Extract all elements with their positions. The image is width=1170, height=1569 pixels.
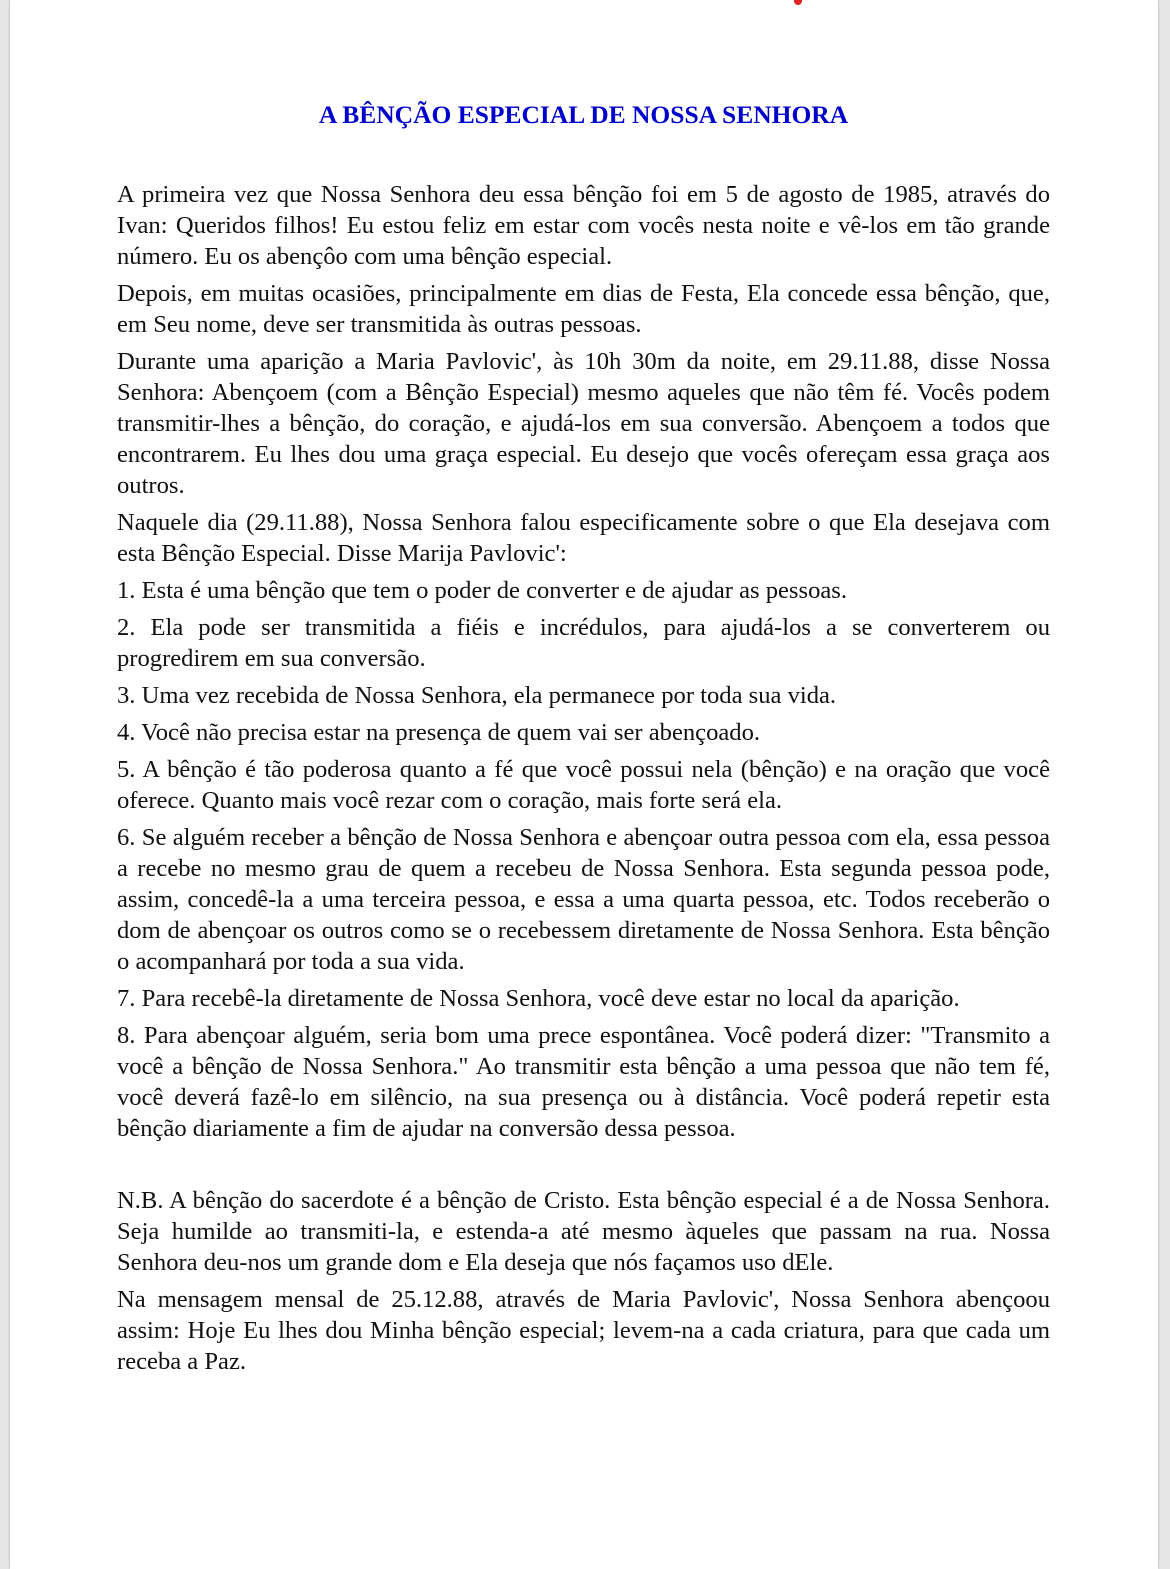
list-item-8: 8. Para abençoar alguém, seria bom uma prece espontânea. Você poderá dizer: "Transmito a você a bênção de Nossa Senhora." Ao transmitir esta bênção a uma pessoa que não tem fé, você deverá fazê-lo em silêncio, na sua presença ou à distância. Você poderá repetir esta bênção diariamente a fim de ajudar na conversão dessa pessoa. bbox=[117, 1022, 1050, 1142]
list-item-4: 4. Você não precisa estar na presença de quem vai ser abençoado. bbox=[117, 719, 761, 746]
paragraph-intro: A primeira vez que Nossa Senhora deu essa bênção foi em 5 de agosto de 1985, através do Ivan: Queridos filhos! Eu estou feliz em estar com vocês nesta noite e vê-los em tão grande número. Eu os abençôo com uma bênção especial. bbox=[117, 181, 1050, 270]
document-page bbox=[10, 0, 1158, 1569]
list-item-7: 7. Para recebê-la diretamente de Nossa Senhora, você deve estar no local da aparição. bbox=[117, 985, 960, 1012]
red-mark bbox=[794, 0, 802, 5]
list-item-2: 2. Ela pode ser transmitida a fiéis e incrédulos, para ajudá-los a se converterem ou progredirem em sua conversão. bbox=[117, 614, 1050, 672]
document-content bbox=[117, 96, 1050, 1383]
list-item-1: 1. Esta é uma bênção que tem o poder de converter e de ajudar as pessoas. bbox=[117, 577, 848, 604]
paragraph-that-day: Naquele dia (29.11.88), Nossa Senhora falou especificamente sobre o que Ela desejava com esta Bênção Especial. Disse Marija Pavlovic': bbox=[117, 509, 1050, 567]
paragraph-occasions: Depois, em muitas ocasiões, principalmente em dias de Festa, Ela concede essa bênção, que, em Seu nome, deve ser transmitida às outras pessoas. bbox=[117, 280, 1050, 338]
list-item-6: 6. Se alguém receber a bênção de Nossa Senhora e abençoar outra pessoa com ela, essa pessoa a recebe no mesmo grau de quem a recebeu de Nossa Senhora. Esta segunda pessoa pode, assim, concedê-la a uma terceira pessoa, e essa a uma quarta pessoa, etc. Todos receberão o dom de abençoar os outros como se o recebessem diretamente de Nossa Senhora. Esta bênção o acompanhará por toda a sua vida. bbox=[117, 824, 1050, 975]
list-item-3: 3. Uma vez recebida de Nossa Senhora, ela permanece por toda sua vida. bbox=[117, 682, 837, 709]
document-title: A BÊNÇÃO ESPECIAL DE NOSSA SENHORA bbox=[318, 100, 849, 129]
paragraph-apparition: Durante uma aparição a Maria Pavlovic', às 10h 30m da noite, em 29.11.88, disse Nossa Senhora: Abençoem (com a Bênção Especial) mesmo aqueles que não têm fé. Vocês podem transmitir-lhes a bênção, do coração, e ajudá-los em sua conversão. Abençoem a todos que encontrarem. Eu lhes dou uma graça especial. Eu desejo que vocês ofereçam essa graça aos outros. bbox=[117, 348, 1050, 499]
paragraph-nb: N.B. A bênção do sacerdote é a bênção de Cristo. Esta bênção especial é a de Nossa Senhora. Seja humilde ao transmiti-la, e estenda-a até mesmo àqueles que passam na rua. Nossa Senhora deu-nos um grande dom e Ela deseja que nós façamos uso dEle. bbox=[117, 1187, 1050, 1276]
list-item-5: 5. A bênção é tão poderosa quanto a fé que você possui nela (bênção) e na oração que você oferece. Quanto mais você rezar com o coração, mais forte será ela. bbox=[117, 756, 1050, 814]
paragraph-monthly-message: Na mensagem mensal de 25.12.88, através de Maria Pavlovic', Nossa Senhora abençoou assim: Hoje Eu lhes dou Minha bênção especial; levem-na a cada criatura, para que cada um receba a Paz. bbox=[117, 1286, 1050, 1375]
